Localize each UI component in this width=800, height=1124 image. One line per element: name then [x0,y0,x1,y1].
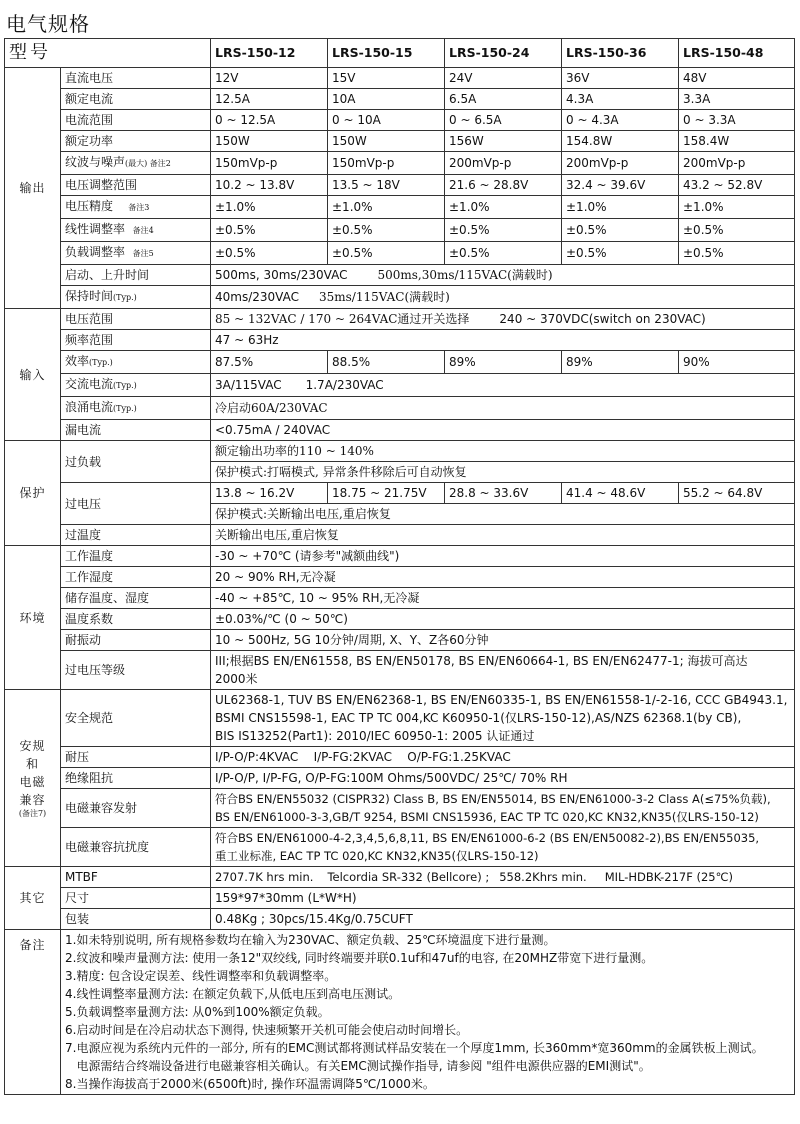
cell: 13.5 ~ 18V [328,175,445,196]
cell-wide: 159*97*30mm (L*W*H) [211,888,795,909]
cell: 154.8W [562,131,679,152]
row-vibration [5,630,795,651]
row-voltage-adj [5,175,795,196]
row-label: 绝缘阻抗 [61,768,211,789]
note-line: 1.如未特别说明, 所有规格参数均在输入为230VAC、额定负载、25℃环境温度下进行量测。 [65,933,556,947]
note-line: 8.当操作海拔高于2000米(6500ft)时, 操作环温需调降5℃/1000米。 [65,1077,435,1091]
group-note: (备注7) [18,809,47,818]
cell-wide: 0.48Kg ; 30pcs/15.4Kg/0.75CUFT [211,909,795,930]
model-name: LRS-150-48 [679,39,795,68]
row-overload-1 [5,441,795,462]
row-notes [5,930,795,1095]
cell: ±0.5% [679,242,795,265]
row-rated-power [5,131,795,152]
row-label-note: 备注5 [132,249,154,258]
cell-wide [211,309,795,330]
row-label-note: (最大) 备注2 [125,159,171,168]
row-label [61,152,211,175]
row-emc-immunity [5,828,795,867]
row-mtbf [5,867,795,888]
row-label: 安全规范 [61,690,211,747]
group-text: 安规 [19,739,46,753]
cell: 200mVp-p [562,152,679,175]
cell-wide [211,374,795,397]
value-part: 500ms, 30ms/230VAC [215,268,348,282]
group-others: 其它 [5,867,61,930]
cell: 15V [328,68,445,89]
row-label: 耐振动 [61,630,211,651]
cell-wide: 保护模式:关断输出电压,重启恢复 [211,504,795,525]
row-emc-emission [5,789,795,828]
row-label: 电磁兼容发射 [61,789,211,828]
note-line: 7.电源应视为系统内元件的一部分, 所有的EMC测试都将测试样品安装在一个厚度1mm, 长360mm*宽360mm的金属铁板上测试。 [65,1041,764,1055]
value-line: BS EN/EN61000-3-3,GB/T 9254, BSMI CNS15936, EAC TP TC 020,KC KN32,KN35(仅LRS-150-12) [215,810,759,824]
row-label [61,242,211,265]
cell: 48V [679,68,795,89]
row-label: 过电压 [61,483,211,525]
cell: 24V [445,68,562,89]
row-working-temp [5,546,795,567]
model-name: LRS-150-36 [562,39,679,68]
cell-wide: 10 ~ 500Hz, 5G 10分钟/周期, X、Y、Z各60分钟 [211,630,795,651]
cell: 0 ~ 6.5A [445,110,562,131]
cell: ±0.5% [328,242,445,265]
cell-wide: 20 ~ 90% RH,无冷凝 [211,567,795,588]
cell-wide: 额定输出功率的110 ~ 140% [211,441,795,462]
row-inrush [5,397,795,420]
cell-wide [211,789,795,828]
group-output: 输出 [5,68,61,309]
cell: 10.2 ~ 13.8V [211,175,328,196]
row-dimension [5,888,795,909]
row-temp-coeff [5,609,795,630]
row-dc-voltage [5,68,795,89]
note-line: 5.负载调整率量测方法: 从0%到100%额定负载。 [65,1005,330,1019]
row-label-text: 浪涌电流 [65,400,114,414]
row-label: 尺寸 [61,888,211,909]
cell-wide: -40 ~ +85℃, 10 ~ 95% RH,无冷凝 [211,588,795,609]
row-label: 额定功率 [61,131,211,152]
row-label-text: 保持时间 [65,289,114,303]
value-part: 500ms,30ms/115VAC(满载时) [377,268,553,282]
row-label-text: 交流电流 [65,377,114,391]
value-part: 1.7A/230VAC [305,378,384,392]
row-label [61,219,211,242]
notes-cell [61,930,795,1095]
cell: 87.5% [211,351,328,374]
cell-wide: -30 ~ +70℃ (请参考"减额曲线") [211,546,795,567]
cell: ±0.5% [211,219,328,242]
row-hold-up [5,286,795,309]
group-text: 兼容 [19,793,46,807]
cell: 4.3A [562,89,679,110]
row-label [61,286,211,309]
row-label: 电流范围 [61,110,211,131]
note-line: 3.精度: 包含设定误差、线性调整率和负载调整率。 [65,969,337,983]
cell: 90% [679,351,795,374]
cell: 21.6 ~ 28.8V [445,175,562,196]
row-frequency [5,330,795,351]
cell-wide: 关断输出电压,重启恢复 [211,525,795,546]
cell: ±0.5% [679,219,795,242]
row-label [61,374,211,397]
group-protection: 保护 [5,441,61,546]
cell: 41.4 ~ 48.6V [562,483,679,504]
cell: 13.8 ~ 16.2V [211,483,328,504]
row-label [61,351,211,374]
row-working-humidity [5,567,795,588]
row-label: 启动、上升时间 [61,265,211,286]
cell: 200mVp-p [445,152,562,175]
cell: ±1.0% [328,196,445,219]
model-row [5,39,795,68]
group-safety [5,690,61,867]
row-label-text: 效率 [65,354,90,368]
value-line: UL62368-1, TUV BS EN/EN62368-1, BS EN/EN60335-1, BS EN/EN61558-1/-2-16, CCC GB4943.1, [215,693,788,707]
cell: ±0.5% [211,242,328,265]
value-part: MIL-HDBK-217F (25℃) [604,870,733,884]
row-packing [5,909,795,930]
cell: 55.2 ~ 64.8V [679,483,795,504]
row-label: 频率范围 [61,330,211,351]
cell: 28.8 ~ 33.6V [445,483,562,504]
row-label: 储存温度、湿度 [61,588,211,609]
row-label: 耐压 [61,747,211,768]
cell: ±0.5% [445,242,562,265]
cell-wide: 47 ~ 63Hz [211,330,795,351]
row-label: 电磁兼容抗扰度 [61,828,211,867]
cell: ±0.5% [562,242,679,265]
cell: 89% [445,351,562,374]
row-line-reg [5,219,795,242]
value-part: 85 ~ 132VAC / 170 ~ 264VAC通过开关选择 [215,312,470,326]
row-label-text: 线性调整率 [65,222,126,236]
row-ovc [5,651,795,690]
note-line: 2.纹波和噪声量测方法: 使用一条12"双绞线, 同时终端要并联0.1uf和47uf的电容, 在20MHZ带宽下进行量测。 [65,951,654,965]
row-label [61,397,211,420]
cell-wide [211,265,795,286]
group-text: 和 [25,757,39,771]
value-line: III;根据BS EN/EN61558, BS EN/EN50178, BS EN/EN60664-1, BS EN/EN62477-1; 海拔可高达 [215,654,748,668]
cell-wide: I/P-O/P, I/P-FG, O/P-FG:100M Ohms/500VDC/ 25℃/ 70% RH [211,768,795,789]
row-label: 包装 [61,909,211,930]
group-text: 电磁 [19,775,46,789]
row-ripple [5,152,795,175]
cell: 89% [562,351,679,374]
cell: 32.4 ~ 39.6V [562,175,679,196]
value-line: BIS IS13252(Part1): 2010/IEC 60950-1: 2005 认证通过 [215,729,535,743]
value-part: 3A/115VAC [215,378,282,392]
row-label-note: (Typ.) [113,381,137,390]
row-efficiency [5,351,795,374]
row-current-range [5,110,795,131]
value-line: 符合BS EN/EN55032 (CISPR32) Class B, BS EN/EN55014, BS EN/EN61000-3-2 Class A(≤75%负载), [215,792,771,806]
cell-wide [211,828,795,867]
group-input: 输入 [5,309,61,441]
row-storage [5,588,795,609]
model-label: 型号 [5,39,211,68]
row-label [61,196,211,219]
row-ac-current [5,374,795,397]
row-label-note: 备注4 [132,226,154,235]
row-label: 漏电流 [61,420,211,441]
note-line: 6.启动时间是在冷启动状态下测得, 快速频繁开关机可能会使启动时间增长。 [65,1023,469,1037]
row-label: 过电压等级 [61,651,211,690]
row-label: 直流电压 [61,68,211,89]
row-label-text: 电压精度 [65,199,114,213]
row-label-note: (Typ.) [89,358,113,367]
row-setup-rise [5,265,795,286]
value-line: 符合BS EN/EN61000-4-2,3,4,5,6,8,11, BS EN/EN61000-6-2 (BS EN/EN50082-2),BS EN/EN55035, [215,831,760,845]
note-line: 4.线性调整率量测方法: 在额定负载下,从低电压到高电压测试。 [65,987,401,1001]
cell: 12V [211,68,328,89]
row-label: 电压调整范围 [61,175,211,196]
cell: ±1.0% [562,196,679,219]
cell: 158.4W [679,131,795,152]
cell: 88.5% [328,351,445,374]
cell: 0 ~ 3.3A [679,110,795,131]
cell: 3.3A [679,89,795,110]
row-safety-standards [5,690,795,747]
cell-wide: 冷启动60A/230VAC [211,397,795,420]
row-rated-current [5,89,795,110]
group-notes: 备注 [5,930,61,1095]
cell-wide: 保护模式:打嗝模式, 异常条件移除后可自动恢复 [211,462,795,483]
value-part: 558.2Khrs min. [499,870,587,884]
group-environment: 环境 [5,546,61,690]
row-label: 电压范围 [61,309,211,330]
cell: ±1.0% [211,196,328,219]
cell-wide [211,286,795,309]
row-label: 过温度 [61,525,211,546]
cell-wide: I/P-O/P:4KVAC I/P-FG:2KVAC O/P-FG:1.25KVAC [211,747,795,768]
cell: 18.75 ~ 21.75V [328,483,445,504]
row-load-reg [5,242,795,265]
note-line: 电源需结合终端设备进行电磁兼容相关确认。有关EMC测试操作指导, 请参阅 "组件电源供应器的EMI测试"。 [65,1059,651,1073]
row-label-text: 纹波与噪声 [65,155,126,169]
row-label-note: 备注3 [128,203,150,212]
cell-wide: ±0.03%/℃ (0 ~ 50℃) [211,609,795,630]
cell: 0 ~ 10A [328,110,445,131]
row-voltage-tol [5,196,795,219]
cell: ±1.0% [445,196,562,219]
model-name: LRS-150-12 [211,39,328,68]
spec-table [4,38,795,1095]
cell: ±0.5% [445,219,562,242]
cell: 150mVp-p [211,152,328,175]
row-label: 工作湿度 [61,567,211,588]
row-leakage [5,420,795,441]
cell: 200mVp-p [679,152,795,175]
cell: 156W [445,131,562,152]
row-over-temp [5,525,795,546]
row-input-voltage [5,309,795,330]
value-line: 重工业标准, EAC TP TC 020,KC KN32,KN35(仅LRS-150-12) [215,849,539,863]
row-label: MTBF [61,867,211,888]
cell-wide [211,651,795,690]
cell-wide [211,867,795,888]
cell-wide [211,690,795,747]
cell: 150W [211,131,328,152]
cell: 36V [562,68,679,89]
cell: 12.5A [211,89,328,110]
value-part: 2707.7K hrs min. [215,870,314,884]
row-label: 过负载 [61,441,211,483]
row-label-text: 负载调整率 [65,245,126,259]
model-name: LRS-150-15 [328,39,445,68]
cell: ±0.5% [562,219,679,242]
cell: 150W [328,131,445,152]
value-part: Telcordia SR-332 (Bellcore) ; [327,870,490,884]
cell: ±1.0% [679,196,795,219]
cell: 43.2 ~ 52.8V [679,175,795,196]
cell: ±0.5% [328,219,445,242]
value-line: BSMI CNS15598-1, EAC TP TC 004,KC K60950-1(仅LRS-150-12),AS/NZS 62368.1(by CB), [215,711,742,725]
value-line: 2000米 [215,672,258,686]
cell-wide: <0.75mA / 240VAC [211,420,795,441]
row-label: 额定电流 [61,89,211,110]
cell: 6.5A [445,89,562,110]
cell: 150mVp-p [328,152,445,175]
value-part: 40ms/230VAC [215,290,299,304]
row-over-voltage-1 [5,483,795,504]
row-label-note: (Typ.) [113,404,137,413]
row-label-note: (Typ.) [113,293,137,302]
row-label: 温度系数 [61,609,211,630]
page-title: 电气规格 [6,12,90,36]
model-name: LRS-150-24 [445,39,562,68]
cell: 10A [328,89,445,110]
cell: 0 ~ 12.5A [211,110,328,131]
row-isolation [5,768,795,789]
row-withstand [5,747,795,768]
value-part: 35ms/115VAC(满载时) [318,290,450,304]
row-label: 工作温度 [61,546,211,567]
value-part: 240 ~ 370VDC(switch on 230VAC) [499,312,706,326]
cell: 0 ~ 4.3A [562,110,679,131]
